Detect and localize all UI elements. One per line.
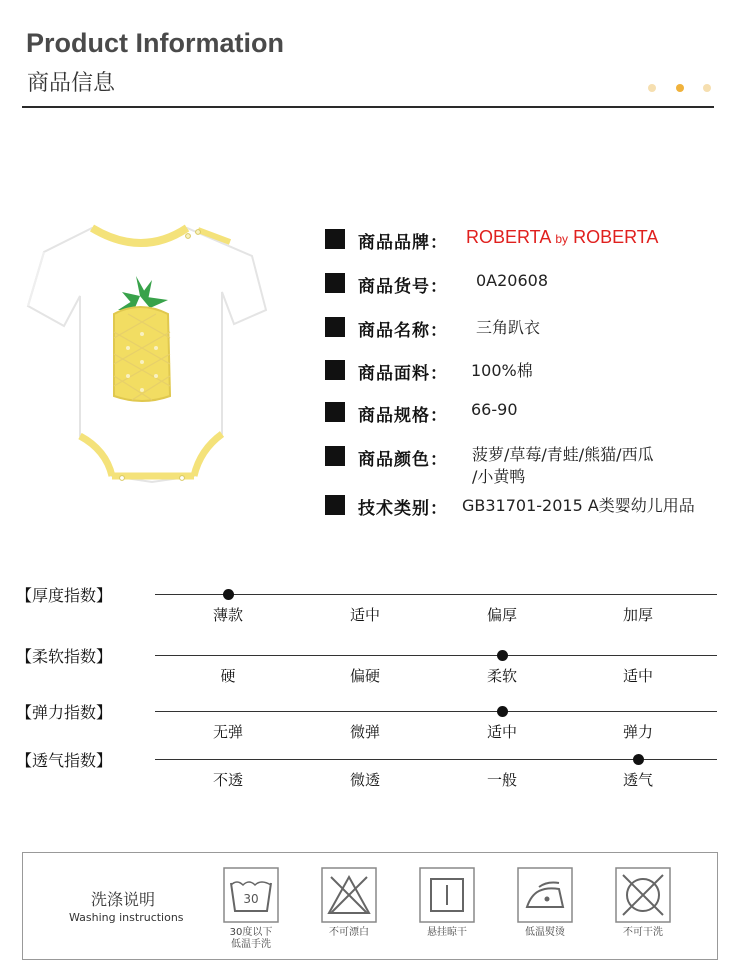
title-chinese: 商品信息 <box>27 71 116 96</box>
info-value: 100%棉 <box>471 361 533 380</box>
info-bullet <box>325 402 345 422</box>
info-label: 商品规格： <box>358 406 448 426</box>
washing-title-en: Washing instructions <box>69 911 184 924</box>
index-option: 一般 <box>486 771 518 789</box>
decor-dot <box>676 84 684 92</box>
index-option: 柔软 <box>486 667 518 685</box>
index-option: 弹力 <box>622 723 654 741</box>
product-photo-bodysuit <box>22 214 282 504</box>
index-option: 微弹 <box>349 723 381 741</box>
info-value: 三角趴衣 <box>476 318 541 337</box>
index-option: 偏硬 <box>349 667 381 685</box>
no-tumble-dry-icon <box>615 867 671 923</box>
index-label: 【透气指数】 <box>16 751 113 770</box>
info-bullet <box>325 317 345 337</box>
index-level-marker <box>223 589 234 600</box>
index-option: 适中 <box>349 606 381 624</box>
index-scale-line <box>155 711 717 712</box>
info-value: 66-90 <box>471 400 518 419</box>
wash-30-icon <box>223 867 279 923</box>
no-bleach-icon <box>321 867 377 923</box>
info-bullet <box>325 273 345 293</box>
index-option: 适中 <box>486 723 518 741</box>
index-scale-line <box>155 655 717 656</box>
brand-value <box>466 227 658 248</box>
info-label: 商品面料： <box>358 364 448 384</box>
info-bullet <box>325 360 345 380</box>
hang-dry-icon <box>419 867 475 923</box>
index-option: 薄款 <box>212 606 244 624</box>
index-label: 【厚度指数】 <box>16 586 113 605</box>
info-value: 0A20608 <box>476 271 549 290</box>
brand-name: ROBERTA <box>466 227 551 247</box>
decor-dot <box>703 84 711 92</box>
info-value: 菠萝/草莓/青蛙/熊猫/西瓜 <box>472 445 654 464</box>
care-caption: 不可漂白 <box>329 927 369 938</box>
index-option: 透气 <box>622 771 654 789</box>
decor-dot <box>648 84 656 92</box>
header-divider <box>22 106 714 108</box>
washing-instructions-panel <box>22 852 718 960</box>
title-english: Product Information <box>26 28 284 58</box>
info-label: 商品货号： <box>358 277 448 297</box>
info-label: 商品名称： <box>358 321 448 341</box>
info-label: 商品品牌： <box>358 233 448 253</box>
info-value: GB31701-2015 A类婴幼儿用品 <box>462 496 695 515</box>
care-caption: 低温熨烫 <box>525 927 565 938</box>
info-label: 技术类别： <box>358 499 448 519</box>
baby-bodysuit-pineapple-icon <box>28 228 266 482</box>
index-option: 微透 <box>349 771 381 789</box>
info-bullet <box>325 495 345 515</box>
info-label: 商品颜色： <box>358 450 448 470</box>
index-level-marker <box>633 754 644 765</box>
care-caption: 不可干洗 <box>623 927 663 938</box>
index-option: 不透 <box>212 771 244 789</box>
index-option: 偏厚 <box>486 606 518 624</box>
index-scale-line <box>155 594 717 595</box>
washing-title-cn: 洗涤说明 <box>91 890 156 909</box>
info-value: /小黄鸭 <box>472 467 526 486</box>
info-bullet <box>325 229 345 249</box>
index-label: 【弹力指数】 <box>16 703 113 722</box>
index-option: 无弹 <box>212 723 244 741</box>
low-iron-icon <box>517 867 573 923</box>
index-level-marker <box>497 706 508 717</box>
index-option: 硬 <box>220 667 236 685</box>
info-bullet <box>325 446 345 466</box>
brand-name: ROBERTA <box>573 227 659 247</box>
index-option: 适中 <box>622 667 654 685</box>
wash-temp-label: 30 <box>243 892 259 906</box>
index-label: 【柔软指数】 <box>16 647 113 666</box>
index-option: 加厚 <box>622 606 654 624</box>
care-caption: 30度以下 低温手洗 <box>229 927 273 950</box>
care-caption: 悬挂晾干 <box>427 927 467 938</box>
brand-by: by <box>555 232 569 246</box>
index-level-marker <box>497 650 508 661</box>
